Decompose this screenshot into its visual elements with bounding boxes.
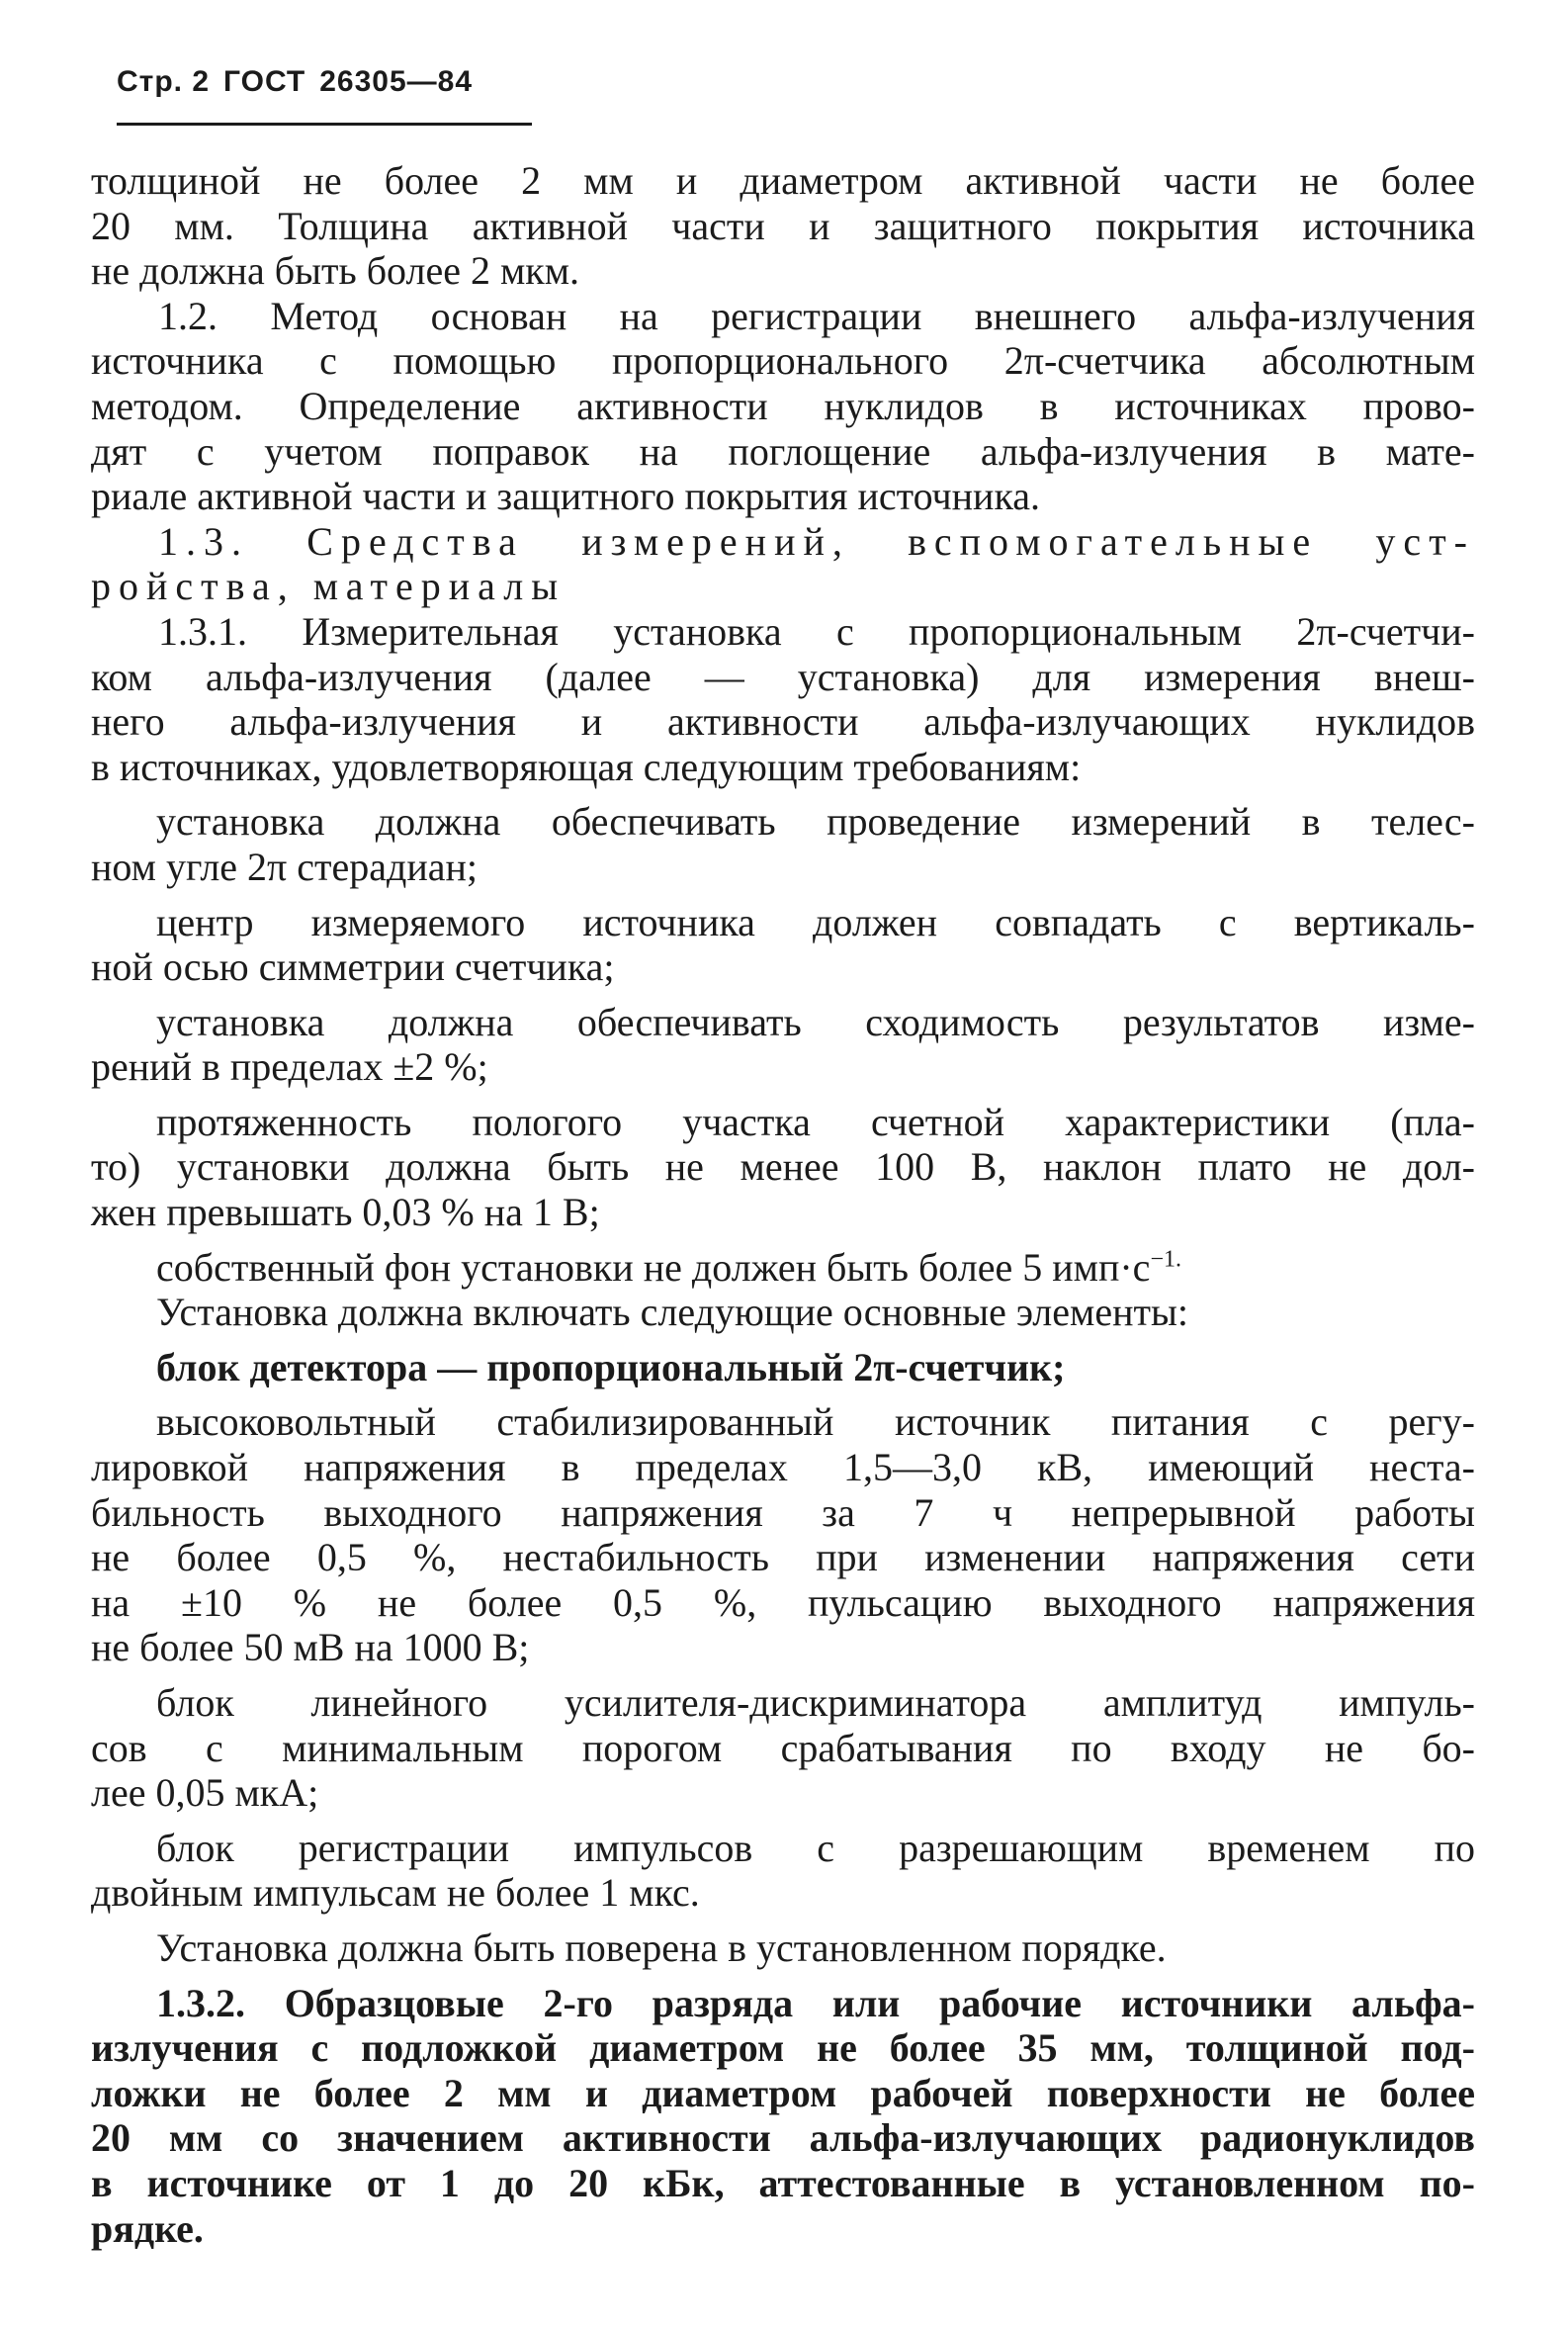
section-1-3-1-start: 1.3.1. Измерительная установка с пропорциональным 2π-счетчи- xyxy=(158,608,1475,654)
element-item: блок линейного усилителя-дискриминатора амплитуд импуль- xyxy=(156,1680,1475,1725)
text-line: не должна быть более 2 мкм. xyxy=(91,248,580,294)
list-item: установка должна обеспечивать сходимость результатов изме- xyxy=(156,999,1475,1044)
list-item: протяженность пологого участка счетной характеристики (пла- xyxy=(156,1099,1475,1144)
text-line: него альфа-излучения и активности альфа-излучающих нуклидов xyxy=(91,699,1475,745)
standard-label: ГОСТ xyxy=(223,65,306,98)
text-line: источника с помощью пропорционального 2π-счетчика абсолютным xyxy=(91,338,1475,384)
element-item-cont: лировкой напряжения в пределах 1,5—3,0 кВ, имеющий неста- xyxy=(91,1445,1475,1490)
section-1-2-start: 1.2. Метод основан на регистрации внешнего альфа-излучения xyxy=(158,293,1475,338)
element-item-cont: не более 0,5 %, нестабильность при изменении напряжения сети xyxy=(91,1535,1475,1580)
section-1-3-2-start: 1.3.2. Образцовые 2-го разряда или рабочие источники альфа- xyxy=(156,1980,1475,2025)
text-line: в источнике от 1 до 20 кБк, аттестованные в установленном по- xyxy=(91,2160,1475,2205)
unit-superscript: −1. xyxy=(1150,1246,1181,1273)
element-item-cont: двойным импульсам не более 1 мкс. xyxy=(91,1870,700,1916)
list-item-background xyxy=(91,1245,1475,1291)
text-line: 20 мм со значением активности альфа-излучающих радионуклидов xyxy=(91,2115,1475,2161)
text-line: толщиной не более 2 мм и диаметром активной части не более xyxy=(91,158,1475,203)
text-line: риале активной части и защитного покрытия источника. xyxy=(91,474,1041,519)
element-item-cont: на ±10 % не более 0,5 %, пульсацию выходного напряжения xyxy=(91,1579,1475,1625)
page-header xyxy=(117,65,486,99)
text-line: дят с учетом поправок на поглощение альфа-излучения в мате- xyxy=(91,428,1475,474)
list-item-cont: ном угле 2π стерадиан; xyxy=(91,844,479,889)
text-line: методом. Определение активности нуклидов в источниках прово- xyxy=(91,383,1475,428)
text-line: в источниках, удовлетворяющая следующим требованиям: xyxy=(91,744,1082,789)
text-line: излучения с подложкой диаметром не более 35 мм, толщиной под- xyxy=(91,2025,1475,2071)
element-item: блок регистрации импульсов с разрешающим временем по xyxy=(156,1825,1475,1870)
element-item: блок детектора — пропорциональный 2π-счетчик; xyxy=(156,1344,1066,1389)
standard-number: 26305—84 xyxy=(319,65,474,98)
section-1-3-heading: 1.3. Средства измерений, вспомогательные уст- xyxy=(158,518,1475,564)
list-item-cont: жен превышать 0,03 % на 1 В; xyxy=(91,1190,600,1235)
list-item: установка должна обеспечивать проведение измерений в телес- xyxy=(156,799,1475,845)
element-item: высоковольтный стабилизированный источник питания с регу- xyxy=(156,1399,1475,1445)
element-item-cont: лее 0,05 мкА; xyxy=(91,1770,319,1816)
list-item-cont: рений в пределах ±2 %; xyxy=(91,1044,488,1090)
page-number: Стр. 2 xyxy=(117,65,211,98)
list-item: центр измеряемого источника должен совпадать с вертикаль- xyxy=(156,899,1475,944)
element-item-cont: бильность выходного напряжения за 7 ч непрерывной работы xyxy=(91,1489,1475,1535)
header-rule xyxy=(117,123,532,126)
element-item-cont: не более 50 мВ на 1000 В; xyxy=(91,1625,530,1670)
text-line: рядке. xyxy=(91,2205,204,2251)
document-body xyxy=(91,158,1475,2251)
list-item-cont: ной осью симметрии счетчика; xyxy=(91,944,615,990)
background-text: собственный фон установки не должен быть более 5 имп·с xyxy=(156,1244,1151,1290)
text-line: ложки не более 2 мм и диаметром рабочей поверхности не более xyxy=(91,2070,1475,2115)
element-item-cont: сов с минимальным порогом срабатывания по входу не бо- xyxy=(91,1725,1475,1770)
section-1-3-heading-cont: ройства, материалы xyxy=(91,564,566,609)
text-line: 20 мм. Толщина активной части и защитного покрытия источника xyxy=(91,203,1475,248)
text-line: ком альфа-излучения (далее — установка) для измерения внеш- xyxy=(91,654,1475,699)
list-item-cont: то) установки должна быть не менее 100 В, наклон плато не дол- xyxy=(91,1144,1475,1190)
elements-intro: Установка должна включать следующие основные элементы: xyxy=(156,1290,1188,1335)
verification-note: Установка должна быть поверена в установленном порядке. xyxy=(156,1924,1167,1970)
